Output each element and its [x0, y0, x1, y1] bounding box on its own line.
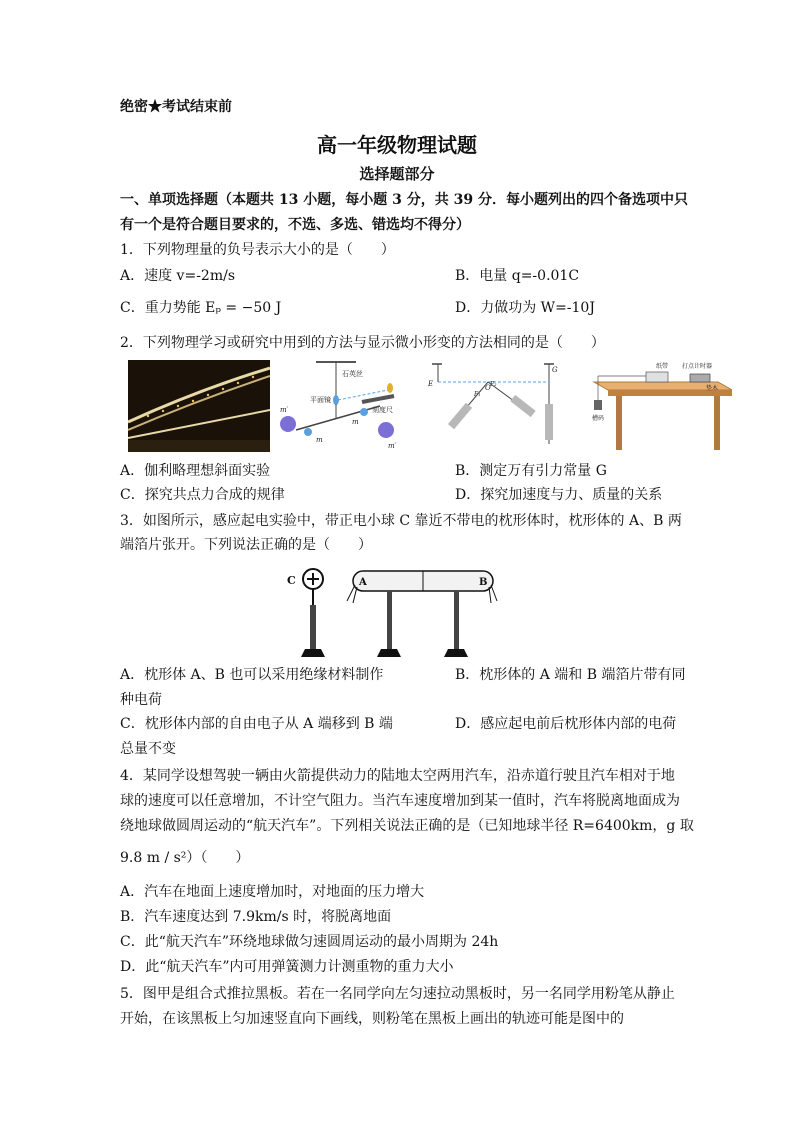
- scale-label: 刻度尺: [372, 406, 393, 414]
- section-subtitle: 选择题部分: [359, 165, 435, 183]
- q4-option-a: A．汽车在地面上速度增加时，对地面的压力增大: [120, 884, 425, 900]
- q2-figure-cart-table: [586, 360, 732, 452]
- q3-stem-line1: 3．如图所示，感应起电实验中，带正电小球 C 靠近不带电的枕形体时，枕形体的 A、B 两: [120, 513, 682, 529]
- end-a-label: A: [359, 577, 367, 588]
- q3-option-d-line2: 总量不变: [120, 741, 176, 757]
- q3-stem-line2: 端箔片张开。下列说法正确的是（ ）: [120, 537, 372, 553]
- svg-text:m: m: [316, 436, 323, 444]
- section1-instructions-line2: 有一个是符合题目要求的，不选、多选、错选均不得分）: [120, 217, 470, 233]
- block-label: 垫木: [706, 385, 719, 392]
- q3-figure-induction: [283, 565, 499, 661]
- q1-stem: 1．下列物理量的负号表示大小的是（ ）: [120, 242, 395, 258]
- q5-stem-line1: 5．图甲是组合式推拉黑板。若在一名同学向左匀速拉动黑板时，另一名同学用粉笔从静止: [120, 986, 675, 1002]
- q5-stem-line2: 开始，在该黑板上匀加速竖直向下画线，则粉笔在黑板上画出的轨迹可能是图中的: [120, 1011, 624, 1027]
- q2-figure-torsion-balance: [276, 360, 404, 452]
- quartz-label: 石英丝: [342, 370, 363, 378]
- timer-label: 打点计时器: [682, 363, 713, 370]
- tape-label: 纸带: [656, 363, 669, 370]
- q4-stem-line2: 球的速度可以任意增加，不计空气阻力。当汽车速度增加到某一值时，汽车将脱离地面成为: [120, 793, 680, 809]
- svg-text:E: E: [428, 380, 434, 388]
- svg-text:F₂: F₂: [490, 381, 497, 388]
- q2-stem: 2．下列物理学习或研究中用到的方法与显示微小形变的方法相同的是（ ）: [120, 335, 605, 351]
- mirror-label: 平面镜: [310, 396, 331, 404]
- q3-option-d-line1: D．感应起电前后枕形体内部的电荷: [455, 716, 677, 732]
- q4-option-c: C．此“航天汽车”环绕地球做匀速圆周运动的最小周期为 24h: [120, 934, 499, 950]
- q2-figure-incline: [128, 360, 270, 452]
- q2-option-a: A．伽利略理想斜面实验: [120, 463, 271, 479]
- q3-option-b-line2: 种电荷: [120, 692, 162, 708]
- svg-text:F₁: F₁: [474, 391, 481, 398]
- weight-label: 槽码: [592, 415, 605, 422]
- q2-option-c: C．探究共点力合成的规律: [120, 487, 285, 503]
- q3-option-c: C．枕形体内部的自由电子从 A 端移到 B 端: [120, 716, 393, 732]
- svg-text:m: m: [352, 418, 359, 426]
- q4-option-b: B．汽车速度达到 7.9km/s 时，将脱离地面: [120, 909, 392, 925]
- svg-text:m′: m′: [280, 406, 289, 414]
- q2-option-d: D．探究加速度与力、质量的关系: [455, 487, 663, 503]
- svg-text:m′: m′: [388, 442, 397, 450]
- q2-option-b: B．测定万有引力常量 G: [455, 463, 607, 479]
- q3-option-a: A．枕形体 A、B 也可以采用绝缘材料制作: [120, 667, 384, 683]
- end-b-label: B: [479, 577, 488, 588]
- svg-text:O: O: [485, 384, 491, 392]
- q1-option-c: C．重力势能 Eₚ = −50 J: [120, 300, 282, 316]
- page-title: 高一年级物理试题: [317, 133, 477, 157]
- svg-text:G: G: [552, 366, 558, 374]
- q4-stem-line3: 绕地球做圆周运动的“航天汽车”。下列相关说法正确的是（已知地球半径 R=6400km，g 取: [120, 818, 694, 834]
- ball-c-label: C: [287, 574, 296, 587]
- section1-instructions-line1: 一、单项选择题（本题共 13 小题，每小题 3 分，共 39 分．每小题列出的四个备选项中只: [120, 192, 688, 208]
- q3-option-b-line1: B．枕形体的 A 端和 B 端箔片带有同: [455, 667, 686, 683]
- q1-option-a: A．速度 v=-2m/s: [120, 268, 236, 284]
- q4-stem-line4: 9.8 m / s²）（ ）: [120, 850, 250, 866]
- q1-option-b: B．电量 q=-0.01C: [455, 268, 580, 284]
- q2-figure-force-composition: [418, 360, 568, 452]
- q4-stem-line1: 4．某同学设想驾驶一辆由火箭提供动力的陆地太空两用汽车，沿赤道行驶且汽车相对于地: [120, 768, 675, 784]
- q4-option-d: D．此“航天汽车”内可用弹簧测力计测重物的重力大小: [120, 959, 454, 975]
- q1-option-d: D．力做功为 W=-10J: [455, 300, 595, 316]
- secret-label: 绝密★考试结束前: [120, 99, 232, 115]
